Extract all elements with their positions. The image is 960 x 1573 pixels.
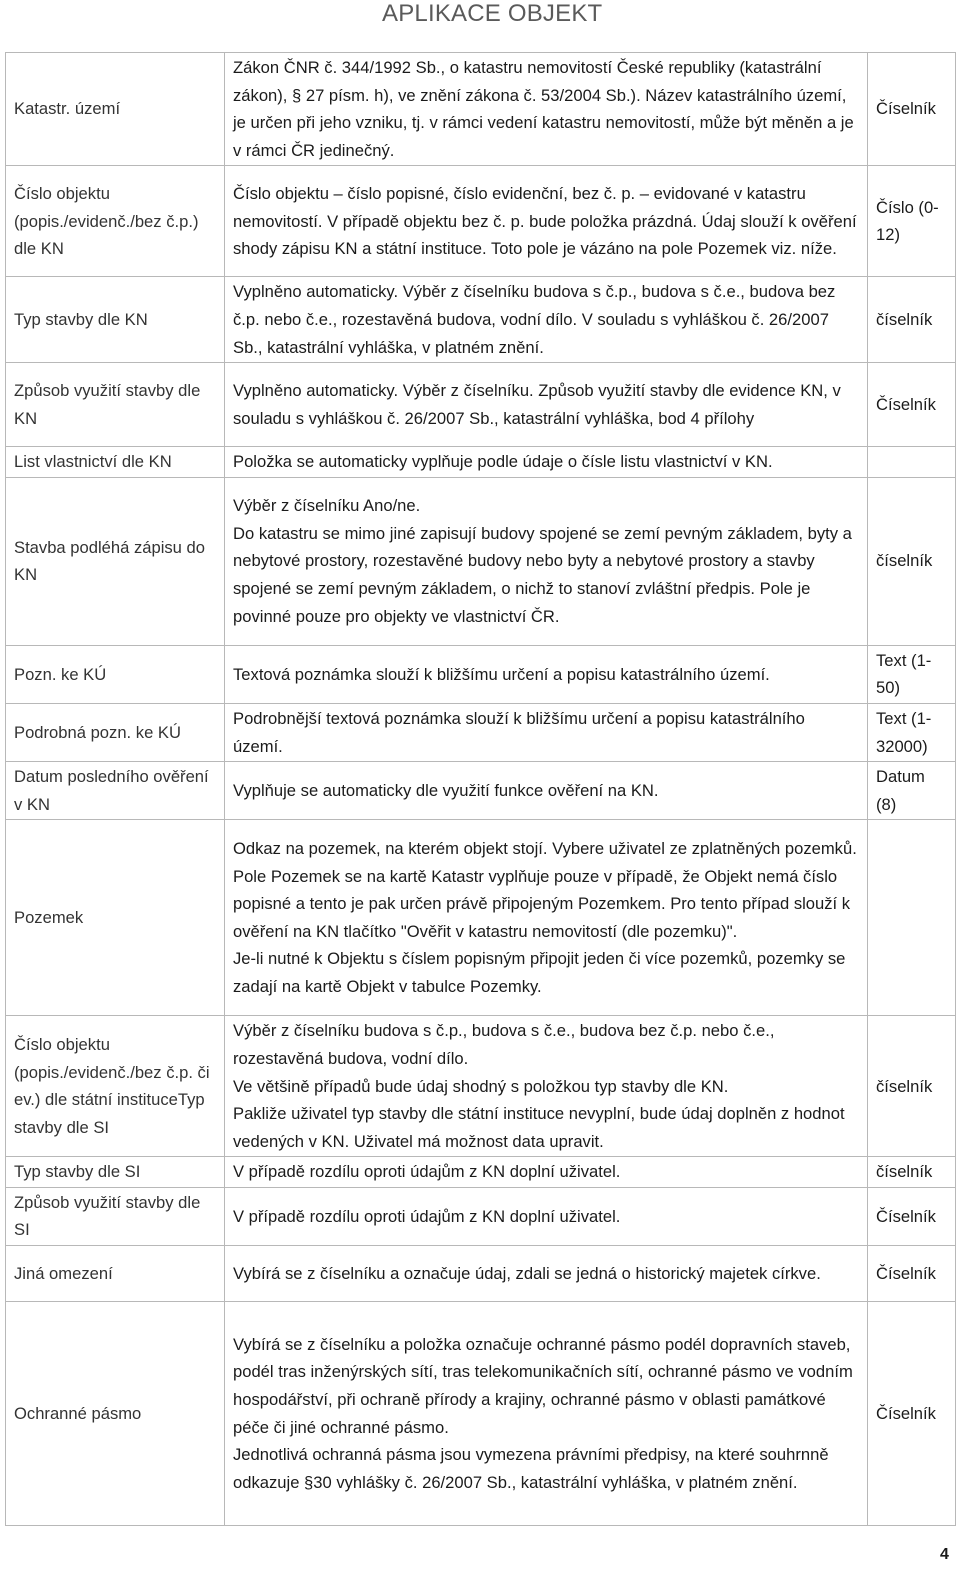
field-name: Datum posledního ověření v KN xyxy=(6,762,225,820)
field-name: Způsob využití stavby dle KN xyxy=(6,363,225,447)
field-type: Číselník xyxy=(868,363,956,447)
table-row xyxy=(6,363,956,447)
field-type: Číselník xyxy=(868,1187,956,1245)
table-row xyxy=(6,1157,956,1188)
field-type: číselník xyxy=(868,1157,956,1188)
table-row xyxy=(6,762,956,820)
field-description: Číslo objektu – číslo popisné, číslo evidenční, bez č. p. – evidované v katastru nemovitostí. V případě objektu bez č. p. bude položka prázdná. Údaj slouží k ověření shody zápisu KN a státní instituce. Toto pole je vázáno na pole Pozemek viz. níže. xyxy=(225,166,868,277)
field-name: Způsob využití stavby dle SI xyxy=(6,1187,225,1245)
field-name: Jiná omezení xyxy=(6,1246,225,1302)
field-description: Vyplňuje se automaticky dle využití funkce ověření na KN. xyxy=(225,762,868,820)
field-type: číselník xyxy=(868,477,956,645)
field-type: Číselník xyxy=(868,1246,956,1302)
field-name: Typ stavby dle KN xyxy=(6,277,225,363)
field-description: Zákon ČNR č. 344/1992 Sb., o katastru nemovitostí České republiky (katastrální zákon), § 27 písm. h), ve znění zákona č. 53/2004 Sb.). Název katastrálního území, je určen při jeho vzniku, tj. v rámci vedení katastru nemovitostí, může být měněn a je v rámci ČR jedinečný. xyxy=(225,53,868,166)
field-description: V případě rozdílu oproti údajům z KN doplní uživatel. xyxy=(225,1157,868,1188)
field-name: Pozn. ke KÚ xyxy=(6,645,225,703)
field-description: Vybírá se z číselníku a položka označuje ochranné pásmo podél dopravních staveb, podél tras inženýrských sítí, tras telekomunikačních sítí, ochranné pásmo ve vodním hospodářství, při ochraně přírody a krajiny, ochranné pásmo v oblasti památkové péče či jiné ochranné pásmo. Jednotlivá ochranná pásma jsou vymezena právními předpisy, na které souhrnně odkazuje §30 vyhlášky č. 26/2007 Sb., katastrální vyhláška, v platném znění. xyxy=(225,1302,868,1526)
field-type: Číselník xyxy=(868,1302,956,1526)
field-description: Položka se automaticky vyplňuje podle údaje o čísle listu vlastnictví v KN. xyxy=(225,447,868,478)
table-row xyxy=(6,1302,956,1526)
field-type: Datum (8) xyxy=(868,762,956,820)
field-name: Stavba podléhá zápisu do KN xyxy=(6,477,225,645)
table-row xyxy=(6,703,956,761)
field-type: Číselník xyxy=(868,53,956,166)
table-row xyxy=(6,645,956,703)
field-description: Výběr z číselníku Ano/ne. Do katastru se mimo jiné zapisují budovy spojené se zemí pevným základem, byty a nebytové prostory, rozestavěné budovy nebo byty a nebytové prostory a stavby spojené se zemí pevným základem, o nichž to stanoví zvláštní předpis. Pole je povinné pouze pro objekty ve vlastnictví ČR. xyxy=(225,477,868,645)
field-description: Výběr z číselníku budova s č.p., budova s č.e., budova bez č.p. nebo č.e., rozestavěná budova, vodní dílo. Ve většině případů bude údaj shodný s položkou typ stavby dle KN. Pakliže uživatel typ stavby dle státní instituce nevyplní, bude údaj doplněn z hodnot vedených v KN. Uživatel má možnost data upravit. xyxy=(225,1016,868,1157)
field-type: číselník xyxy=(868,1016,956,1157)
field-name: Číslo objektu (popis./evidenč./bez č.p.) dle KN xyxy=(6,166,225,277)
field-name: Ochranné pásmo xyxy=(6,1302,225,1526)
table-row xyxy=(6,1187,956,1245)
field-name: Katastr. území xyxy=(6,53,225,166)
field-description: V případě rozdílu oproti údajům z KN doplní uživatel. xyxy=(225,1187,868,1245)
table-row xyxy=(6,820,956,1016)
field-description: Vyplněno automaticky. Výběr z číselníku budova s č.p., budova s č.e., budova bez č.p. nebo č.e., rozestavěná budova, vodní dílo. V souladu s vyhláškou č. 26/2007 Sb., katastrální vyhláška, v platném znění. xyxy=(225,277,868,363)
field-description: Vyplněno automaticky. Výběr z číselníku. Způsob využití stavby dle evidence KN, v souladu s vyhláškou č. 26/2007 Sb., katastrální vyhláška, bod 4 přílohy xyxy=(225,363,868,447)
field-type xyxy=(868,820,956,1016)
page-title: APLIKACE OBJEKT xyxy=(382,0,603,27)
field-description: Podrobnější textová poznámka slouží k bližšímu určení a popisu katastrálního území. xyxy=(225,703,868,761)
field-name: Pozemek xyxy=(6,820,225,1016)
field-name: Číslo objektu (popis./evidenč./bez č.p. či ev.) dle státní instituceTyp stavby dle SI xyxy=(6,1016,225,1157)
field-name: Podrobná pozn. ke KÚ xyxy=(6,703,225,761)
field-spec-table xyxy=(5,52,956,1526)
field-type: číselník xyxy=(868,277,956,363)
table-row xyxy=(6,53,956,166)
field-type: Text (1-50) xyxy=(868,645,956,703)
field-description: Textová poznámka slouží k bližšímu určení a popisu katastrálního území. xyxy=(225,645,868,703)
table-row xyxy=(6,277,956,363)
table-row xyxy=(6,166,956,277)
table-row xyxy=(6,1016,956,1157)
table-row xyxy=(6,447,956,478)
table-row xyxy=(6,1246,956,1302)
field-name: Typ stavby dle SI xyxy=(6,1157,225,1188)
field-description: Odkaz na pozemek, na kterém objekt stojí. Vybere uživatel ze zplatněných pozemků. Pole Pozemek se na kartě Katastr vyplňuje pouze v případě, že Objekt nemá číslo popisné a tento je pak určen právě připojeným Pozemkem. Pro tento případ slouží k ověření na KN tlačítko "Ověřit v katastru nemovitostí (dle pozemku)". Je-li nutné k Objektu s číslem popisným připojit jeden či více pozemků, pozemky se zadají na kartě Objekt v tabulce Pozemky. xyxy=(225,820,868,1016)
field-name: List vlastnictví dle KN xyxy=(6,447,225,478)
page-header xyxy=(0,0,960,30)
field-type: Číslo (0-12) xyxy=(868,166,956,277)
field-type xyxy=(868,447,956,478)
field-type: Text (1-32000) xyxy=(868,703,956,761)
page-number: 4 xyxy=(940,1546,949,1563)
field-description: Vybírá se z číselníku a označuje údaj, zdali se jedná o historický majetek církve. xyxy=(225,1246,868,1302)
table-row xyxy=(6,477,956,645)
